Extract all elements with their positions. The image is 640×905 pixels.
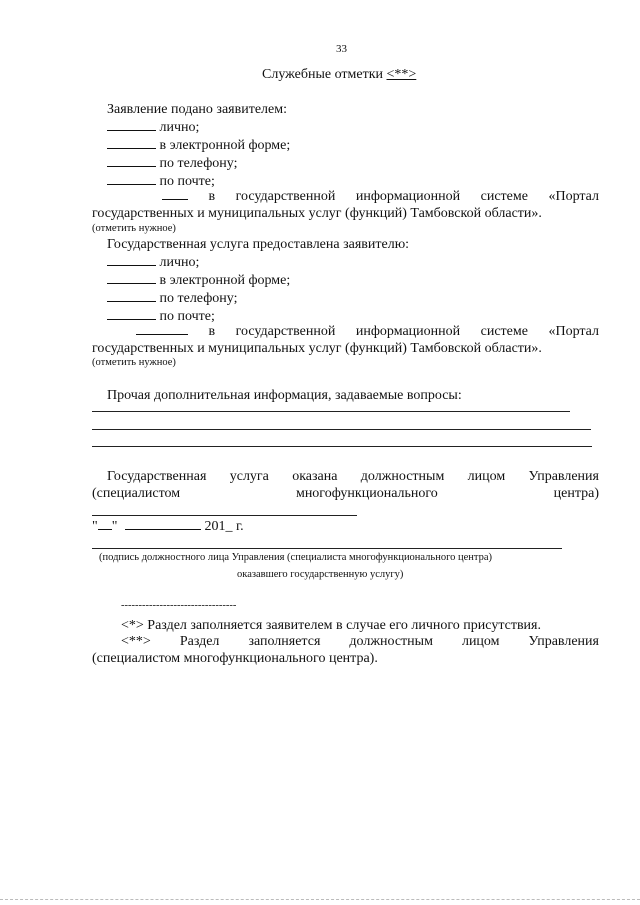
submitted-heading: Заявление подано заявителем: <box>107 102 287 117</box>
portal-word: информационной <box>355 189 461 204</box>
submitted-portal-line2: государственных и муниципальных услуг (функций) Тамбовской области». <box>92 206 542 221</box>
checkbox-blank <box>162 198 188 200</box>
official-word: Государственная <box>107 469 207 484</box>
page-number: 33 <box>336 43 347 55</box>
footnote-2-line-2: (специалистом многофункционального центра). <box>92 651 378 666</box>
official-word: оказана <box>292 469 338 484</box>
date-quote: " <box>111 519 118 534</box>
scan-edge <box>0 899 640 900</box>
official-word: центра) <box>553 486 599 501</box>
footnote-word: Раздел <box>179 634 220 649</box>
provided-portal-line2: государственных и муниципальных услуг (функций) Тамбовской области». <box>92 341 542 356</box>
checkbox-blank <box>107 165 156 167</box>
portal-word: системе <box>480 189 528 204</box>
additional-info-line-1[interactable] <box>92 411 570 412</box>
signature-line[interactable] <box>92 548 562 549</box>
checkbox-blank <box>107 129 156 131</box>
checkbox-blank <box>107 300 156 302</box>
provided-option-electronic[interactable] <box>107 273 290 289</box>
signature-caption-1: (подпись должностного лица Управления (специалиста многофункционального центра) <box>99 552 493 563</box>
option-label: в электронной форме; <box>159 138 291 153</box>
provided-option-portal[interactable] <box>136 324 599 340</box>
option-label: по почте; <box>159 174 215 189</box>
submitted-note: (отметить нужное) <box>92 223 176 234</box>
footnote-2-line-1 <box>121 634 599 650</box>
checkbox-blank <box>107 264 156 266</box>
additional-info-line-3[interactable] <box>92 446 592 447</box>
additional-info-label: Прочая дополнительная информация, задаваемые вопросы: <box>107 388 462 403</box>
checkbox-blank <box>136 333 188 335</box>
portal-word: информационной <box>355 324 461 339</box>
official-word: лицом <box>467 469 506 484</box>
portal-word: «Портал <box>548 324 599 339</box>
footnote-word: лицом <box>461 634 500 649</box>
footnote-1: <*> Раздел заполняется заявителем в случае его личного присутствия. <box>121 618 541 633</box>
title-text: Служебные отметки <box>262 67 387 82</box>
official-line-2 <box>92 486 599 502</box>
additional-info-line-2[interactable] <box>92 429 591 430</box>
official-word: услуга <box>229 469 269 484</box>
submitted-option-portal[interactable] <box>162 189 599 205</box>
checkbox-blank <box>107 318 156 320</box>
month-blank <box>125 528 201 530</box>
portal-word: государственной <box>235 324 336 339</box>
submitted-option-in-person[interactable] <box>107 120 199 136</box>
portal-word: в <box>208 189 216 204</box>
official-word: многофункционального <box>295 486 438 501</box>
footnote-word: Управления <box>528 634 599 649</box>
official-name-line[interactable] <box>92 515 357 516</box>
provided-heading: Государственная услуга предоставлена заявителю: <box>107 237 410 252</box>
option-label: в электронной форме; <box>159 273 291 288</box>
option-label: лично; <box>159 120 200 135</box>
footnote-separator: --------------------------------- <box>121 600 237 611</box>
footnote-word: заполняется <box>248 634 321 649</box>
title-mark: <**> <box>386 67 417 82</box>
page-title <box>262 67 416 83</box>
footnote-word: <**> <box>121 634 151 649</box>
provided-note: (отметить нужное) <box>92 357 176 368</box>
official-word: должностным <box>360 469 445 484</box>
portal-word: в <box>208 324 216 339</box>
option-label: по почте; <box>159 309 215 324</box>
provided-option-mail[interactable] <box>107 309 215 325</box>
date-year: 201_ г. <box>204 519 244 534</box>
official-line-1 <box>107 469 599 485</box>
checkbox-blank <box>107 282 156 284</box>
submitted-option-mail[interactable] <box>107 174 215 190</box>
provided-option-in-person[interactable] <box>107 255 199 271</box>
option-label: по телефону; <box>159 291 238 306</box>
signature-caption-2: оказавшего государственную услугу) <box>237 569 404 580</box>
submitted-option-phone[interactable] <box>107 156 237 172</box>
checkbox-blank <box>107 147 156 149</box>
option-label: по телефону; <box>159 156 238 171</box>
date-quote: " <box>92 519 98 534</box>
footnote-word: должностным <box>349 634 433 649</box>
checkbox-blank <box>107 183 156 185</box>
portal-word: государственной <box>235 189 336 204</box>
official-word: Управления <box>528 469 599 484</box>
portal-word: системе <box>480 324 528 339</box>
official-word: (специалистом <box>92 486 181 501</box>
date-field[interactable] <box>92 519 244 535</box>
provided-option-phone[interactable] <box>107 291 237 307</box>
portal-word: «Портал <box>548 189 599 204</box>
day-blank <box>98 528 112 530</box>
submitted-option-electronic[interactable] <box>107 138 290 154</box>
option-label: лично; <box>159 255 200 270</box>
